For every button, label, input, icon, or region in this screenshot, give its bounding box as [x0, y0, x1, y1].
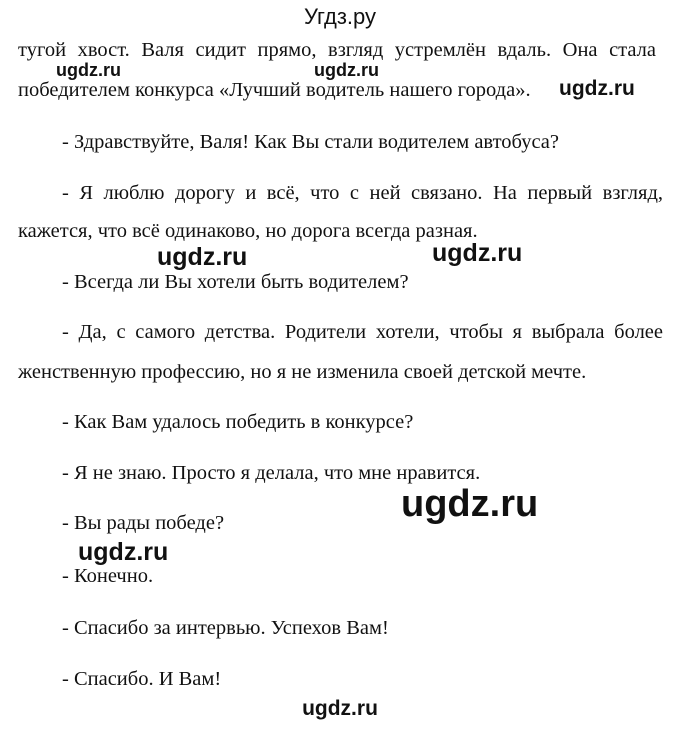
text-line: - Да, с самого детства. Родители хотели, чтобы я выбрала более	[62, 321, 663, 343]
watermark-text: ugdz.ru	[401, 483, 539, 525]
text-line: женственную профессию, но я не изменила своей детской мечте.	[18, 361, 587, 383]
text-line: - Вы рады победе?	[62, 512, 225, 534]
text-line: тугой хвост. Валя сидит прямо, взгляд устремлён вдаль. Она стала	[18, 39, 656, 61]
text-line: - Здравствуйте, Валя! Как Вы стали водителем автобуса?	[62, 131, 559, 153]
watermark-text: ugdz.ru	[78, 538, 169, 566]
text-line: - Спасибо за интервью. Успехов Вам!	[62, 617, 389, 639]
watermark-text: ugdz.ru	[559, 77, 635, 100]
text-line: победителем конкурса «Лучший водитель нашего города».	[18, 79, 531, 101]
watermark-text: ugdz.ru	[314, 60, 379, 80]
text-line: кажется, что всё одинаково, но дорога всегда разная.	[18, 220, 478, 242]
text-line: - Конечно.	[62, 565, 154, 587]
site-title: Угдз.ру	[303, 4, 377, 29]
footer-watermark: ugdz.ru	[302, 697, 378, 720]
text-line: - Всегда ли Вы хотели быть водителем?	[62, 271, 409, 293]
text-line: - Как Вам удалось победить в конкурсе?	[62, 411, 414, 433]
watermark-text: ugdz.ru	[56, 60, 121, 80]
text-line: - Я люблю дорогу и всё, что с ней связано. На первый взгляд,	[62, 182, 663, 204]
text-line: - Я не знаю. Просто я делала, что мне нравится.	[62, 462, 481, 484]
watermark-text: ugdz.ru	[432, 239, 523, 267]
text-line: - Спасибо. И Вам!	[62, 668, 222, 690]
watermark-text: ugdz.ru	[157, 243, 248, 271]
